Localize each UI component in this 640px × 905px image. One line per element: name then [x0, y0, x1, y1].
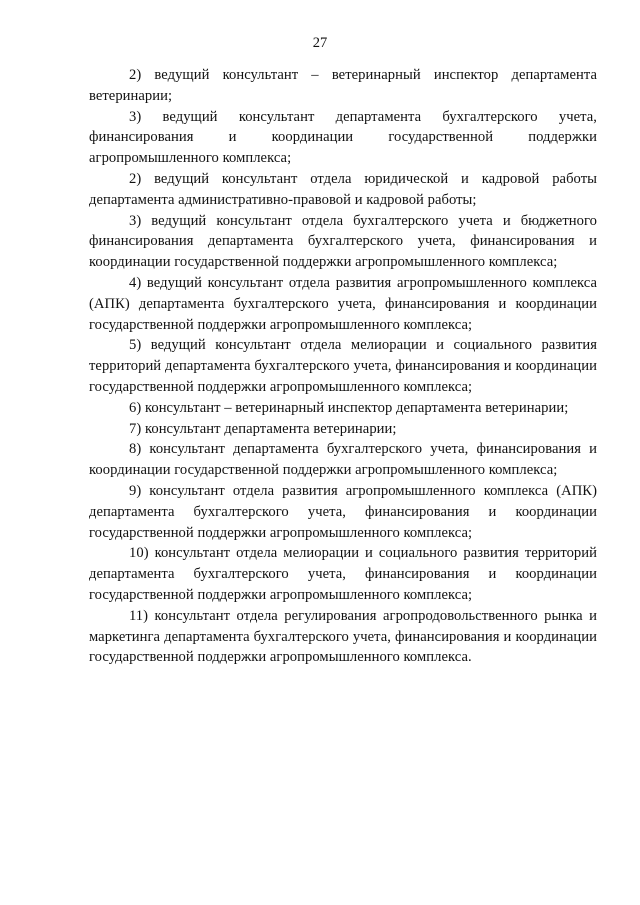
page-number: 27 [312, 35, 328, 51]
list-item-paragraph: 2) ведущий консультант – ветеринарный инспектор департамента ветеринарии; [89, 67, 597, 104]
list-item-paragraph: 6) консультант – ветеринарный инспектор департамента ветеринарии; [129, 399, 569, 416]
list-item-paragraph: 7) консультант департамента ветеринарии; [129, 420, 397, 437]
list-item-paragraph: 10) консультант отдела мелиорации и социального развития территорий департамента бухгалтерского учета, финансирования и координации государственной поддержки агропромышленного комплекса; [89, 545, 597, 603]
list-item-paragraph: 9) консультант отдела развития агропромышленного комплекса (АПК) департамента бухгалтерского учета, финансирования и координации государственной поддержки агропромышленного комплекса; [89, 482, 597, 541]
list-item-paragraph: 4) ведущий консультант отдела развития агропромышленного комплекса (АПК) департамента бухгалтерского учета, финансирования и координации государственной поддержки агропромышленного комплекса; [89, 274, 597, 333]
list-item-paragraph: 3) ведущий консультант отдела бухгалтерского учета и бюджетного финансирования департамента бухгалтерского учета, финансирования и координации государственной поддержки агропромышленного комплекса; [89, 212, 597, 271]
list-item-paragraph: 8) консультант департамента бухгалтерского учета, финансирования и координации государственной поддержки агропромышленного комплекса; [89, 441, 597, 479]
list-item-paragraph: 2) ведущий консультант отдела юридической и кадровой работы департамента административно-правовой и кадровой работы; [89, 170, 597, 208]
list-item-paragraph: 3) ведущий консультант департамента бухгалтерского учета, финансирования и координации государственной поддержки агропромышленного комплекса; [89, 108, 597, 167]
list-item-paragraph: 11) консультант отдела регулирования агропродовольственного рынка и маркетинга департамента бухгалтерского учета, финансирования и координации государственной поддержки агропромышленного комплекса. [89, 607, 597, 666]
document-body [89, 65, 597, 668]
list-item-paragraph: 5) ведущий консультант отдела мелиорации и социального развития территорий департамента бухгалтерского учета, финансирования и координации государственной поддержки агропромышленного комплекса; [89, 337, 597, 395]
